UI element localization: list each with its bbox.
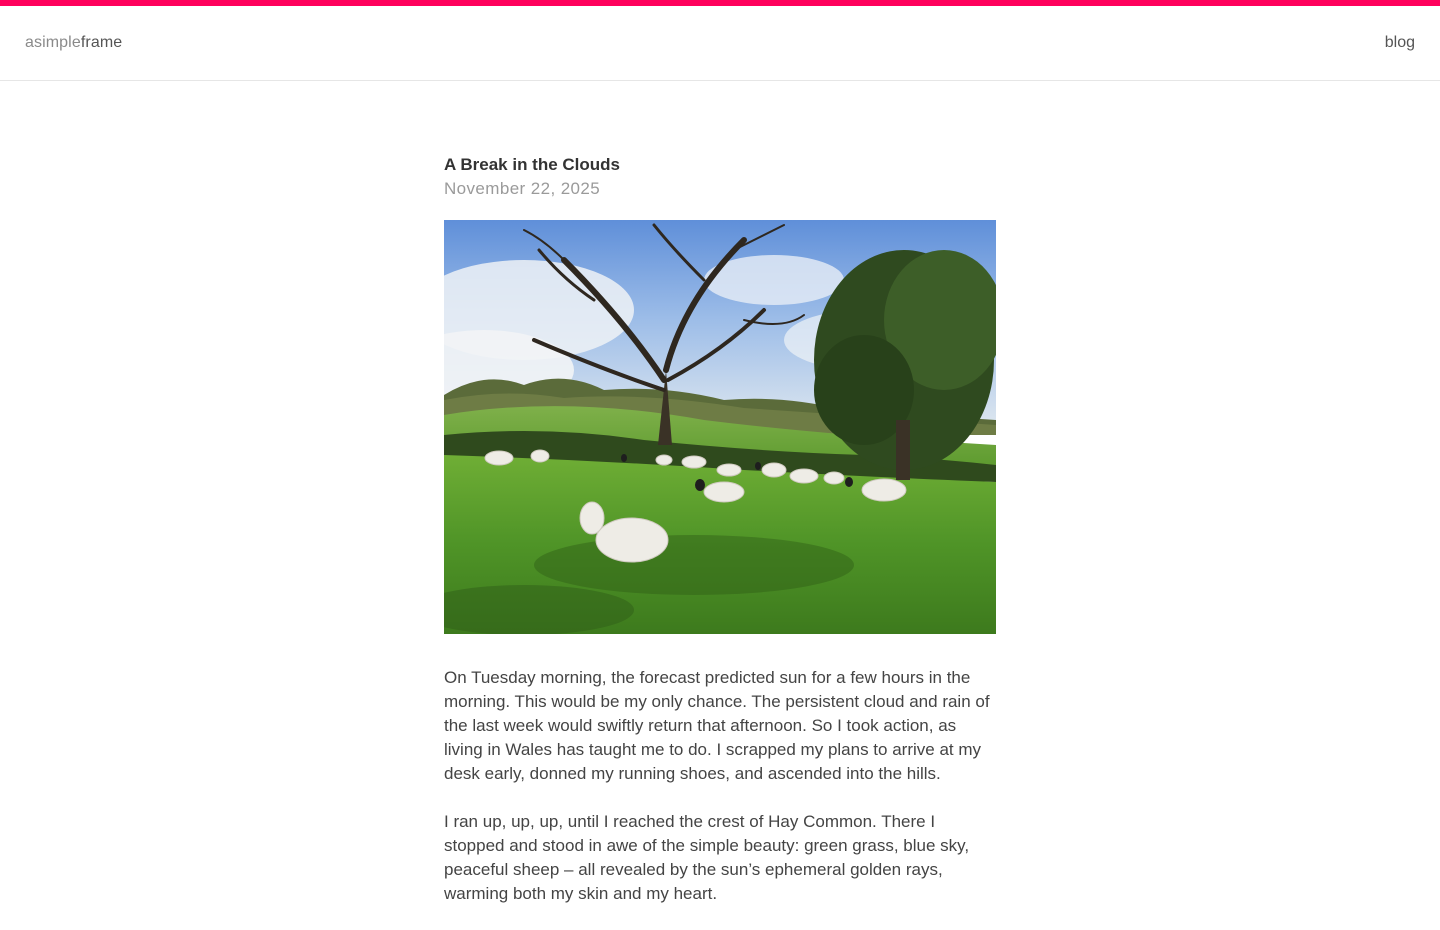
logo-text-bold: frame <box>80 34 123 51</box>
site-logo[interactable] <box>25 34 122 52</box>
nav-blog-link[interactable]: blog <box>1384 34 1415 51</box>
site-header <box>0 6 1440 81</box>
post-title: A Break in the Clouds <box>444 155 621 174</box>
post-date: November 22, 2025 <box>444 179 601 198</box>
logo-text-light: asimple <box>25 34 81 51</box>
post-paragraph: I ran up, up, up, until I reached the crest of Hay Common. There I stopped and stood in awe of the simple beauty: green grass, blue sky, peaceful sheep – all revealed by the sun’s ephemeral golden rays, warming both my skin and my heart. <box>444 812 970 903</box>
post-photo <box>444 220 996 634</box>
post-body <box>444 666 996 906</box>
blog-post <box>444 155 996 930</box>
post-paragraph: On Tuesday morning, the forecast predicted sun for a few hours in the morning. This would be my only chance. The persistent cloud and rain of the last week would swiftly return that afternoon. So I took action, as living in Wales has taught me to do. I scrapped my plans to arrive at my desk early, donned my running shoes, and ascended into the hills. <box>444 668 990 783</box>
